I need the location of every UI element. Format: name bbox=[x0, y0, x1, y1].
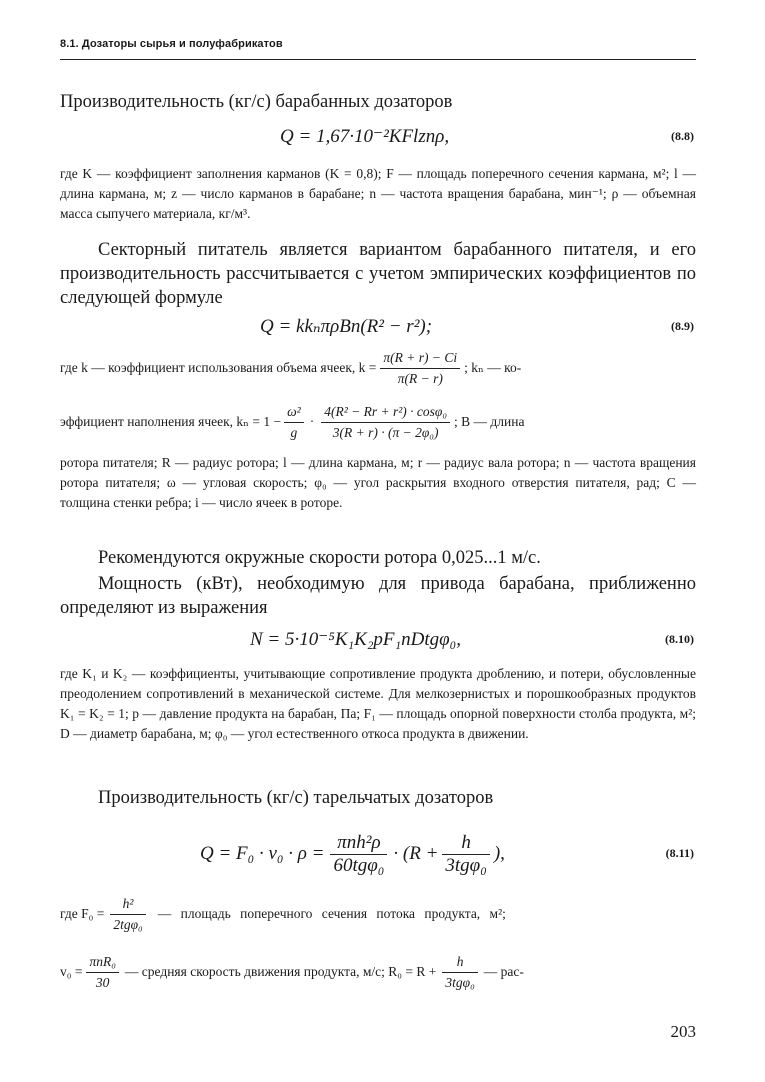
equation-8-11-fraction-2 bbox=[442, 832, 489, 877]
equation-8-9-number: (8.9) bbox=[671, 319, 694, 333]
fraction-r0-denominator: 3tgφ₀ bbox=[442, 972, 477, 993]
multiply-dot: · bbox=[309, 414, 315, 429]
lead-plate-productivity: Производительность (кг/с) тарельчатых дозаторов bbox=[98, 788, 494, 808]
equation-8-11-fraction-1 bbox=[330, 832, 387, 877]
fraction-f0-denominator: 2tgφ₀ bbox=[110, 914, 145, 935]
fraction-r0 bbox=[442, 952, 477, 993]
equation-8-9-formula: Q = kkₙπρBn(R² − r²); bbox=[260, 316, 433, 337]
where-kn-text: ; kₙ — ко- bbox=[464, 360, 522, 375]
equation-8-11 bbox=[60, 826, 696, 882]
equation-8-10-formula: N = 5·10⁻⁵K₁K₂pF₁nDtgφ₀, bbox=[250, 629, 462, 650]
equation-8-8-number: (8.8) bbox=[671, 129, 694, 143]
equation-8-11-fraction-2-denominator: 3tgφ₀ bbox=[442, 854, 489, 877]
fraction-r0-numerator: h bbox=[456, 953, 464, 969]
equation-8-10-number: (8.10) bbox=[665, 632, 694, 646]
equation-8-11-left: Q = F₀ · v₀ · ρ = bbox=[200, 843, 325, 864]
f0-line bbox=[60, 890, 696, 938]
r0-end-text: — рас- bbox=[483, 964, 524, 979]
where-k-line bbox=[60, 346, 696, 390]
equation-8-11-end: ), bbox=[493, 843, 505, 864]
fraction-f0-numerator: h² bbox=[122, 895, 134, 911]
fraction-k-denominator: π(R − r) bbox=[380, 368, 460, 389]
equation-8-11-fraction-2-numerator: h bbox=[461, 831, 471, 853]
b-length-text: ; B — длина bbox=[454, 414, 525, 429]
fraction-cos-denominator: 3(R + r) · (π − 2φ₀) bbox=[321, 422, 450, 443]
equation-8-11-mid: · (R + bbox=[393, 843, 439, 864]
kn-formula-line bbox=[60, 396, 696, 448]
equation-8-9 bbox=[60, 315, 696, 345]
fraction-cos-numerator: 4(R² − Rr + r²) · cosφ₀ bbox=[324, 403, 448, 419]
lead-drum-productivity: Производительность (кг/с) барабанных дозаторов bbox=[60, 92, 453, 112]
fraction-cos bbox=[321, 402, 450, 443]
v0-text-start: v₀ = bbox=[60, 964, 83, 979]
where-k-text: где k — коэффициент использования объема ячеек, k = bbox=[60, 360, 377, 375]
lead-sector-feeder: Секторный питатель является вариантом барабанного питателя, и его производительность рассчитывается с учетом эмпирических коэффициентов по следующей формуле bbox=[60, 240, 696, 308]
kn-text: эффициент наполнения ячеек, kₙ = 1 − bbox=[60, 414, 282, 429]
equation-8-11-number: (8.11) bbox=[665, 846, 694, 860]
v0-text: — средняя скорость движения продукта, м/с; R₀ = R + bbox=[124, 964, 437, 979]
f0-where-text: где F₀ = bbox=[60, 906, 105, 921]
fraction-omega bbox=[284, 402, 304, 443]
where-8-9-rest: ротора питателя; R — радиус ротора; l — длина кармана, м; r — радиус вала ротора; n — частота вращения ротора питателя; ω — угловая скорость; φ₀ — угол раскрытия входного отверстия питателя, рад; C — толщина стенки ребра; i — число ячеек в роторе. bbox=[60, 455, 696, 510]
fraction-k bbox=[380, 348, 460, 389]
lead-drum-power: Мощность (кВт), необходимую для привода барабана, приближенно определяют из выражения bbox=[60, 574, 696, 618]
fraction-f0 bbox=[110, 894, 145, 935]
fraction-k-numerator: π(R + r) − Ci bbox=[383, 349, 458, 365]
running-head: 8.1. Дозаторы сырья и полуфабрикатов bbox=[60, 38, 283, 50]
where-8-10: где K₁ и K₂ — коэффициенты, учитывающие сопротивление продукта дроблению, и потери, обусловленные преодолением сопротивлений в механической системе. Для мелкозернистых и порошкообразных продуктов K₁ = K₂ = 1; p — давление продукта на барабан, Па; F₁ — площадь опорной поверхности столба продукта, м²; D — диаметр барабана, м; φ₀ — угол естественного откоса продукта в движении. bbox=[60, 666, 696, 741]
equation-8-8 bbox=[60, 125, 696, 155]
equation-8-11-fraction-1-denominator: 60tgφ₀ bbox=[330, 854, 387, 877]
equation-8-10 bbox=[60, 628, 696, 658]
equation-8-11-fraction-1-numerator: πnh²ρ bbox=[337, 831, 381, 853]
f0-text: — площадь поперечного сечения потока продукта, м²; bbox=[157, 906, 506, 921]
where-8-8: где K — коэффициент заполнения карманов (K = 0,8); F — площадь поперечного сечения кармана, м²; l — длина кармана, м; z — число карманов в барабане; n — частота вращения барабана, мин⁻¹; ρ — объемная масса сыпучего материала, кг/м³. bbox=[60, 166, 696, 221]
recommended-speeds: Рекомендуются окружные скорости ротора 0,025...1 м/с. bbox=[98, 548, 541, 568]
fraction-v0-numerator: πnR₀ bbox=[89, 953, 116, 969]
page-number: 203 bbox=[670, 1022, 696, 1041]
equation-8-8-formula: Q = 1,67·10⁻²KFlznρ, bbox=[280, 126, 450, 147]
fraction-v0 bbox=[86, 952, 118, 993]
fraction-v0-denominator: 30 bbox=[86, 972, 118, 993]
fraction-omega-numerator: ω² bbox=[287, 403, 301, 419]
v0-line bbox=[60, 948, 696, 996]
fraction-omega-denominator: g bbox=[284, 422, 304, 443]
header-rule bbox=[60, 59, 696, 60]
